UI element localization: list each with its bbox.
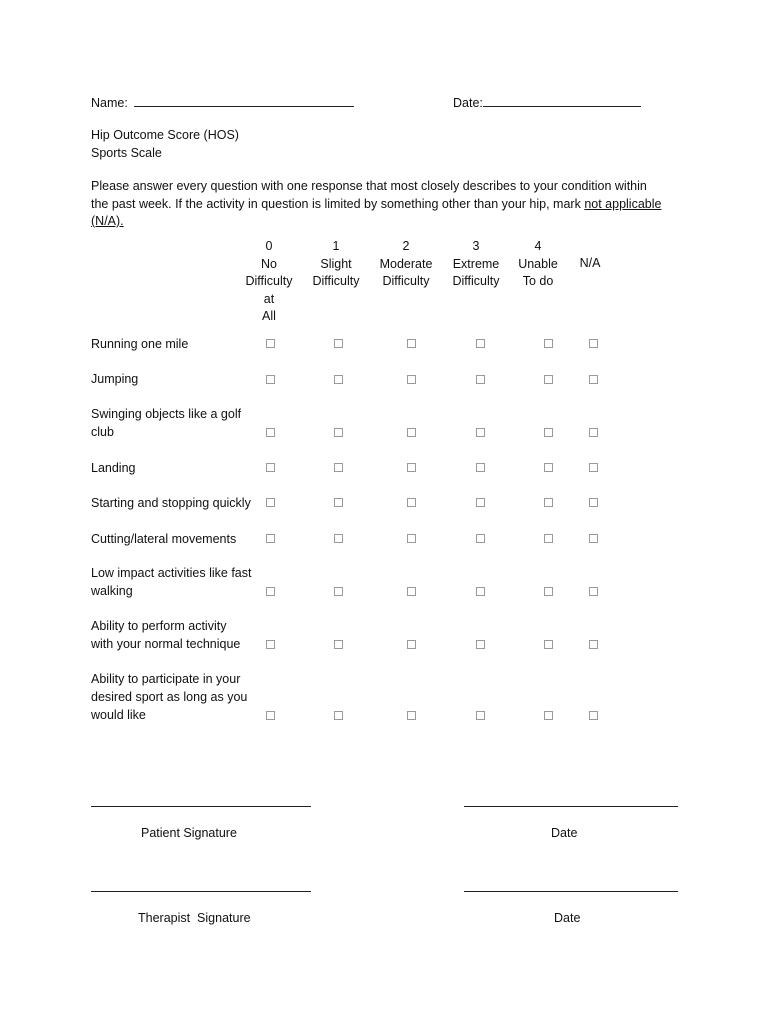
response-checkbox[interactable] — [589, 463, 598, 472]
date-field[interactable] — [453, 94, 641, 110]
column-0-label-4: All — [262, 309, 276, 323]
instructions-na-note: not applicable (N/A). — [91, 196, 662, 228]
column-2-label-2: Difficulty — [382, 274, 430, 288]
response-checkbox[interactable] — [589, 375, 598, 384]
question-text: Low impact activities like fast — [91, 566, 252, 580]
column-header-1 — [304, 238, 368, 291]
column-2-label-1: Moderate — [379, 256, 433, 271]
column-3-label-2: Difficulty — [452, 274, 500, 288]
response-checkbox[interactable] — [266, 428, 275, 437]
response-checkbox[interactable] — [334, 534, 343, 543]
response-checkbox[interactable] — [334, 640, 343, 649]
column-0-label-2: Difficulty — [245, 274, 293, 288]
response-checkbox[interactable] — [407, 587, 416, 596]
response-checkbox[interactable] — [266, 339, 275, 348]
response-checkbox[interactable] — [407, 463, 416, 472]
patient-signature-label: Patient Signature — [141, 826, 237, 840]
question-text: Ability to participate in your — [91, 672, 241, 686]
response-checkbox[interactable] — [407, 498, 416, 507]
response-checkbox[interactable] — [476, 640, 485, 649]
column-4-label-2: To do — [522, 274, 554, 288]
response-checkbox[interactable] — [544, 711, 553, 720]
question-row-7 — [91, 564, 266, 600]
question-row-3 — [91, 405, 266, 441]
response-checkbox[interactable] — [407, 640, 416, 649]
question-row-9 — [91, 670, 266, 724]
patient-date-label: Date — [551, 826, 578, 840]
date-label: Date: — [453, 96, 483, 110]
question-text: Swinging objects like a golf — [91, 407, 242, 421]
response-checkbox[interactable] — [476, 428, 485, 437]
response-checkbox[interactable] — [334, 428, 343, 437]
response-checkbox[interactable] — [544, 428, 553, 437]
patient-date-line[interactable] — [464, 806, 678, 807]
response-checkbox[interactable] — [476, 711, 485, 720]
response-checkbox[interactable] — [589, 711, 598, 720]
column-0-score: 0 — [265, 239, 273, 253]
column-4-label-1: Unable — [518, 256, 558, 271]
column-2-score: 2 — [402, 239, 410, 253]
response-checkbox[interactable] — [589, 339, 598, 348]
response-checkbox[interactable] — [334, 587, 343, 596]
column-1-score: 1 — [332, 239, 340, 253]
column-header-2 — [372, 238, 440, 291]
response-checkbox[interactable] — [266, 463, 275, 472]
response-checkbox[interactable] — [476, 375, 485, 384]
question-text: Jumping — [91, 372, 139, 386]
question-row-6 — [91, 530, 266, 548]
response-checkbox[interactable] — [334, 498, 343, 507]
therapist-date-label: Date — [554, 911, 581, 925]
response-checkbox[interactable] — [334, 463, 343, 472]
date-input-line[interactable] — [483, 94, 641, 107]
response-checkbox[interactable] — [589, 640, 598, 649]
response-checkbox[interactable] — [407, 711, 416, 720]
question-text: desired sport as long as you — [91, 690, 248, 704]
response-checkbox[interactable] — [476, 587, 485, 596]
response-checkbox[interactable] — [544, 534, 553, 543]
response-checkbox[interactable] — [266, 640, 275, 649]
question-text: Ability to perform activity — [91, 619, 227, 633]
response-checkbox[interactable] — [589, 428, 598, 437]
response-checkbox[interactable] — [589, 587, 598, 596]
response-checkbox[interactable] — [266, 498, 275, 507]
instructions — [91, 178, 666, 231]
response-checkbox[interactable] — [334, 339, 343, 348]
name-field[interactable] — [91, 94, 354, 110]
instructions-text: Please answer every question with one response that most closely describes to your condition within the past week. If the activity in question is limited by something other than your hip, mark — [91, 179, 647, 211]
column-header-4 — [512, 238, 564, 291]
response-checkbox[interactable] — [407, 428, 416, 437]
question-text: club — [91, 425, 114, 439]
question-text: Landing — [91, 461, 136, 475]
response-checkbox[interactable] — [266, 711, 275, 720]
question-text: with your normal technique — [91, 637, 241, 651]
question-row-2 — [91, 370, 266, 388]
column-header-na — [570, 255, 610, 273]
question-text: walking — [91, 584, 133, 598]
response-checkbox[interactable] — [589, 498, 598, 507]
title-line-2: Sports Scale — [91, 146, 162, 160]
question-text: Starting and stopping quickly — [91, 496, 251, 510]
name-input-line[interactable] — [134, 94, 354, 107]
response-checkbox[interactable] — [544, 498, 553, 507]
response-checkbox[interactable] — [476, 498, 485, 507]
response-checkbox[interactable] — [407, 534, 416, 543]
question-row-5 — [91, 494, 266, 512]
question-text: Cutting/lateral movements — [91, 532, 237, 546]
response-checkbox[interactable] — [266, 587, 275, 596]
response-checkbox[interactable] — [544, 640, 553, 649]
response-checkbox[interactable] — [407, 339, 416, 348]
column-header-0 — [239, 238, 299, 326]
column-0-label-3: at — [263, 291, 275, 306]
column-3-score: 3 — [472, 239, 480, 253]
column-1-label-1: Slight — [320, 256, 352, 271]
column-header-3 — [444, 238, 508, 291]
question-text: Running one mile — [91, 337, 189, 351]
question-row-1 — [91, 335, 266, 353]
response-checkbox[interactable] — [544, 463, 553, 472]
response-checkbox[interactable] — [334, 375, 343, 384]
response-checkbox[interactable] — [334, 711, 343, 720]
question-row-8 — [91, 617, 266, 653]
question-text: would like — [91, 708, 146, 722]
response-checkbox[interactable] — [544, 587, 553, 596]
column-na-label: N/A — [579, 256, 601, 270]
response-checkbox[interactable] — [476, 534, 485, 543]
column-3-label-1: Extreme — [452, 256, 500, 271]
column-1-label-2: Difficulty — [312, 274, 360, 288]
column-4-score: 4 — [534, 239, 542, 253]
response-checkbox[interactable] — [589, 534, 598, 543]
response-checkbox[interactable] — [544, 339, 553, 348]
therapist-signature-line[interactable] — [91, 891, 311, 892]
patient-signature-line[interactable] — [91, 806, 311, 807]
name-label: Name: — [91, 96, 128, 110]
response-checkbox[interactable] — [476, 339, 485, 348]
response-checkbox[interactable] — [266, 375, 275, 384]
column-0-label-1: No — [261, 256, 277, 271]
form-title — [91, 126, 239, 162]
response-checkbox[interactable] — [544, 375, 553, 384]
response-checkbox[interactable] — [266, 534, 275, 543]
therapist-date-line[interactable] — [464, 891, 678, 892]
title-line-1: Hip Outcome Score (HOS) — [91, 128, 239, 142]
therapist-signature-label: Therapist Signature — [138, 911, 251, 925]
question-row-4 — [91, 459, 266, 477]
response-checkbox[interactable] — [407, 375, 416, 384]
response-checkbox[interactable] — [476, 463, 485, 472]
